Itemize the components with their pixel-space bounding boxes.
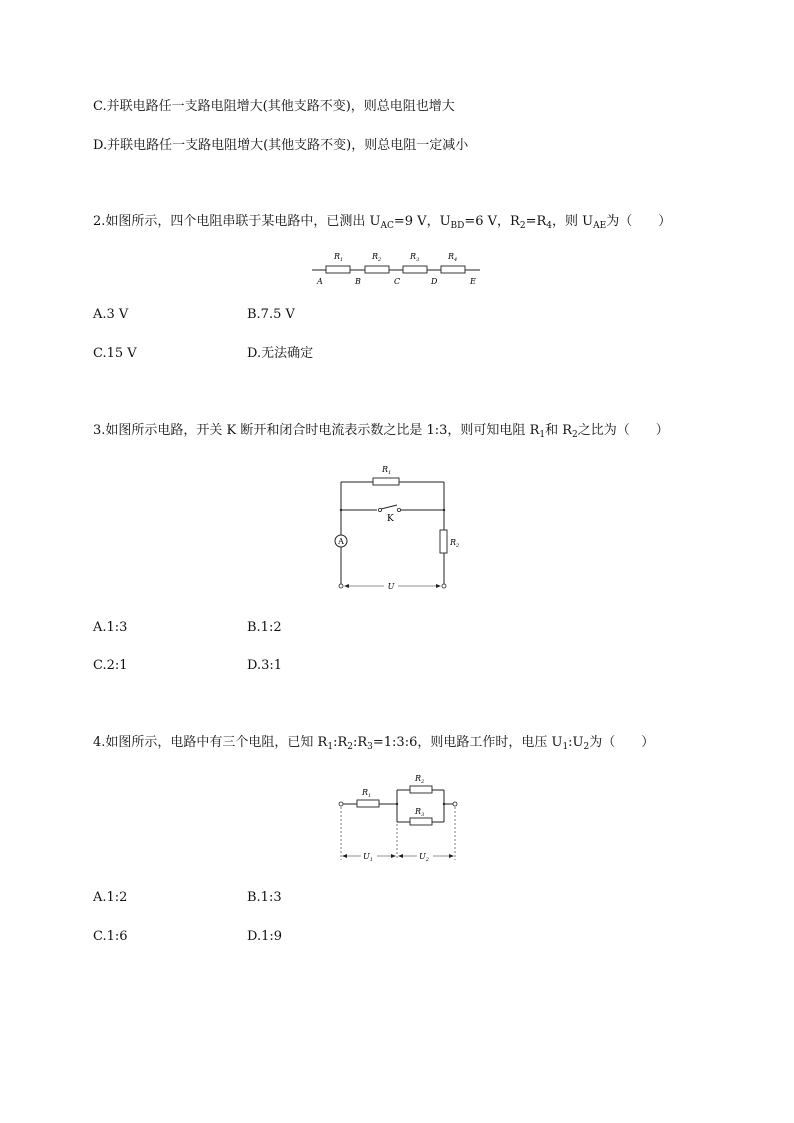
r4-label: $R_4$ (448, 252, 458, 263)
q3-option-a: A.1:3 (93, 620, 128, 635)
r1-label: $R_1$ (334, 252, 344, 263)
question-4-text: 4.如图所示，电路中有三个电阻，已知 $R_1:R_2:R_3=1:3:6$，则电路工作时，电压 $U_1:U_2$为（ ） (93, 735, 655, 752)
r3-label: $R_3$ (410, 252, 420, 263)
q3-option-d: D.3:1 (247, 658, 283, 673)
option-d: D.并联电路任一支路电阻增大(其他支路不变)，则总电阻一定减小 (93, 138, 469, 153)
question-2-text: 2.如图所示，四个电阻串联于某电路中，已测出 $U_{AC}=9$ V，$U_{BD}=6$ V，$R_2=R_4$，则 $U_{AE}$为（ ） (93, 214, 672, 231)
q2-option-b: B.7.5 V (247, 307, 295, 322)
series-resistor-diagram (310, 246, 490, 288)
r1-label: $R_1$ (362, 788, 372, 799)
q3-option-c: C.2:1 (93, 658, 128, 673)
node-c: C (394, 277, 401, 286)
q4-option-a: A.1:2 (93, 890, 128, 905)
switch-circuit-diagram (320, 460, 480, 595)
r2-label: $R_2$ (450, 538, 460, 549)
r3-label: $R_3$ (415, 807, 425, 818)
r1-label: $R_1$ (382, 465, 392, 476)
switch-k-label: K (387, 514, 394, 524)
q3-option-b: B.1:2 (247, 620, 282, 635)
parallel-circuit-diagram (330, 768, 470, 868)
r2-label: $R_2$ (372, 252, 382, 263)
ammeter-icon: A (338, 537, 344, 546)
u2-label: $U_2$ (419, 852, 429, 863)
q2-option-a: A.3 V (93, 307, 129, 322)
option-c: C.并联电路任一支路电阻增大(其他支路不变)，则总电阻也增大 (93, 99, 455, 114)
u1-label: $U_1$ (363, 852, 373, 863)
voltage-u-label: U (387, 582, 395, 591)
node-e: E (470, 277, 476, 286)
q2-option-c: C.15 V (93, 346, 137, 361)
node-d: D (431, 277, 438, 286)
q4-option-b: B.1:3 (247, 890, 282, 905)
q4-option-c: C.1:6 (93, 929, 128, 944)
question-3-text: 3.如图所示电路，开关 K 断开和闭合时电流表示数之比是 1:3，则可知电阻 $R_1$和 $R_2$之比为（ ） (93, 423, 669, 440)
node-b: B (355, 277, 361, 286)
r2-label: $R_2$ (415, 774, 425, 785)
q4-option-d: D.1:9 (247, 929, 283, 944)
node-a: A (317, 277, 323, 286)
q2-option-d: D.无法确定 (247, 346, 314, 361)
